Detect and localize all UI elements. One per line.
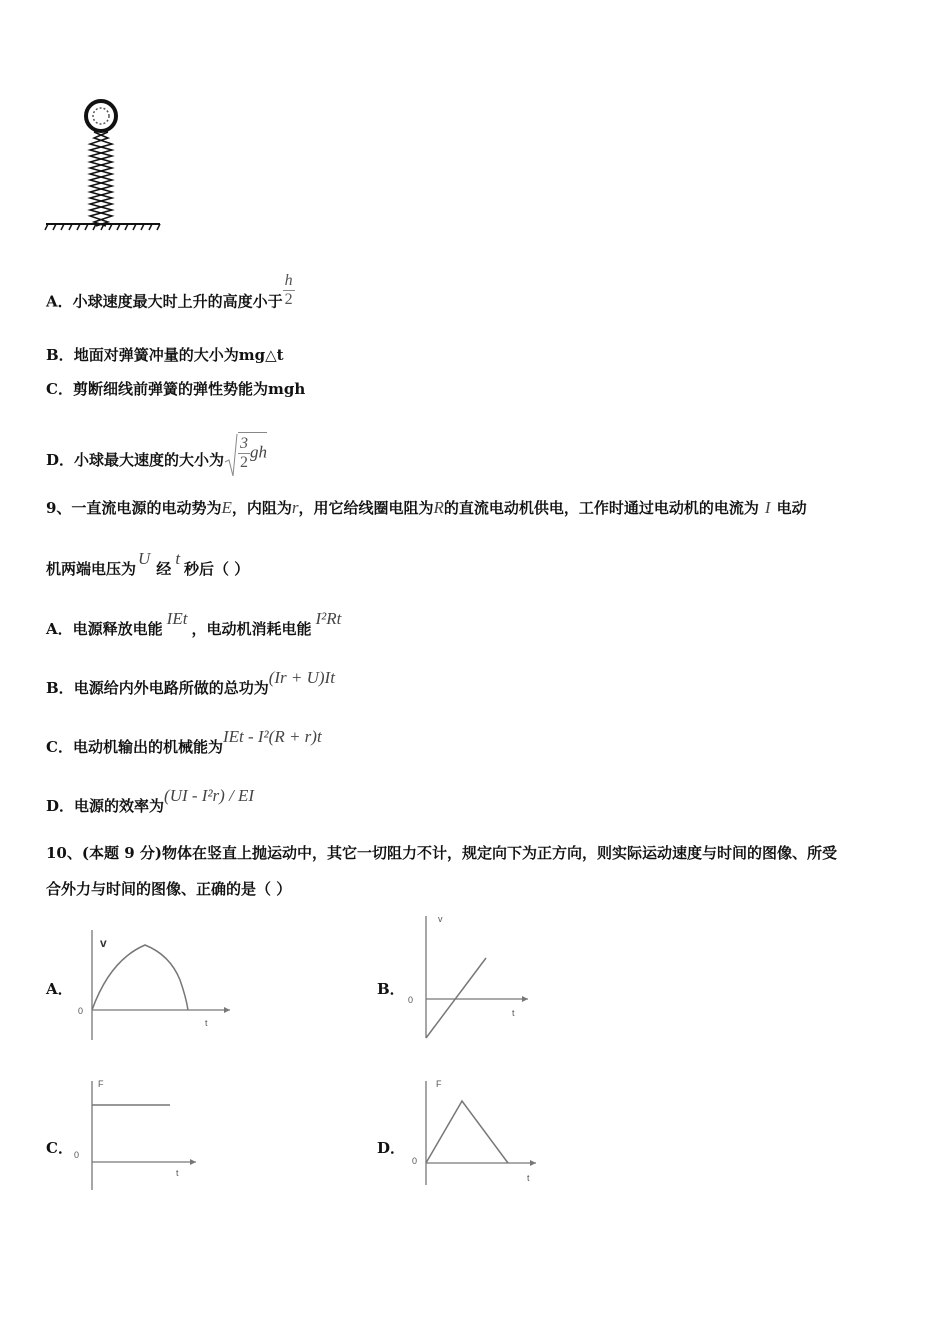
spring-ball-figure xyxy=(44,96,164,234)
q8-option-a xyxy=(46,272,295,321)
option-letter: B． xyxy=(46,679,74,697)
x-axis-arrow xyxy=(190,1159,196,1165)
option-text: 电源的效率为 xyxy=(74,797,165,815)
q10-stem-line-2 xyxy=(46,878,291,899)
stem-text: 秒后（ ） xyxy=(184,560,250,578)
x-axis-label: t xyxy=(205,1018,208,1028)
q9-option-a xyxy=(46,609,342,639)
q10-option-a-letter: A． xyxy=(46,980,73,998)
option-letter: A． xyxy=(46,620,73,638)
option-math: I²Rt xyxy=(315,609,342,628)
option-math: mgh xyxy=(267,380,306,398)
graph-b xyxy=(400,912,540,1044)
q9-stem-line-1 xyxy=(46,497,807,518)
x-axis-label: t xyxy=(527,1173,530,1183)
x-axis-label: t xyxy=(512,1008,515,1018)
origin-label: 0 xyxy=(408,995,414,1005)
x-axis-arrow xyxy=(530,1160,536,1166)
q10-option-b-letter: B． xyxy=(377,980,405,998)
fraction-numerator: 3 xyxy=(240,435,249,452)
stem-text: 10、(本题 9 分)物体在竖直上抛运动中，其它一切阻力不计，规定向下为正方向，则实际运动速度与时间的图像、所受 xyxy=(46,844,837,862)
option-text: 剪断细线前弹簧的弹性势能为 xyxy=(72,380,268,398)
velocity-curve xyxy=(92,945,188,1010)
option-text: ，电动机消耗电能 xyxy=(191,620,312,638)
option-math: mg△t xyxy=(238,346,284,364)
x-axis-arrow xyxy=(224,1007,230,1013)
origin-label: 0 xyxy=(74,1150,80,1160)
x-axis-label: t xyxy=(176,1168,179,1178)
option-letter: D． xyxy=(46,797,75,815)
math-big-r: R xyxy=(433,498,444,517)
velocity-line xyxy=(426,958,486,1038)
q8-option-b xyxy=(46,344,284,365)
option-letter: C． xyxy=(46,380,73,398)
option-math: (Ir + U)It xyxy=(268,668,335,687)
stem-text: 经 xyxy=(156,560,172,578)
math-t: t xyxy=(175,549,181,568)
option-letter: D． xyxy=(46,451,75,469)
graph-d xyxy=(400,1075,545,1190)
origin-label: 0 xyxy=(78,1006,84,1016)
option-text: 电动机输出的机械能为 xyxy=(72,738,223,756)
sqrt-content xyxy=(238,432,267,472)
q10-stem-line-1 xyxy=(46,842,837,863)
stem-text: 电动 xyxy=(776,499,807,517)
math-gh: gh xyxy=(250,442,268,462)
q9-option-d xyxy=(46,786,255,816)
option-text: 小球速度最大时上升的高度小于 xyxy=(72,292,283,311)
option-math: (UI - I²r) / EI xyxy=(164,786,255,805)
q10-option-c-letter: C． xyxy=(46,1139,73,1157)
q8-option-c xyxy=(46,378,305,399)
origin-label: 0 xyxy=(412,1156,418,1166)
option-math: IEt - I²(R + r)t xyxy=(222,727,322,746)
graph-c xyxy=(70,1075,210,1193)
stem-text: 的直流电动机供电，工作时通过电动机的电流为 xyxy=(443,499,759,517)
option-letter: B． xyxy=(46,346,74,364)
stem-text: 合外力与时间的图像、正确的是（ ） xyxy=(46,880,292,898)
option-text: 小球最大速度的大小为 xyxy=(74,451,225,469)
math-r: r xyxy=(291,498,299,517)
y-axis-label: F xyxy=(436,1079,442,1089)
math-u: U xyxy=(138,549,151,568)
q8-option-d xyxy=(46,435,268,484)
option-text: 地面对弹簧冲量的大小为 xyxy=(73,346,239,364)
fraction-h-over-2 xyxy=(283,272,295,309)
stem-text: 9、一直流电源的电动势为 xyxy=(46,499,222,517)
q9-stem-line-2 xyxy=(46,549,250,579)
math-e: E xyxy=(221,498,232,517)
y-axis-label: v xyxy=(438,914,443,924)
option-text: 电源释放电能 xyxy=(72,620,163,638)
x-axis-arrow xyxy=(522,996,528,1002)
y-axis-label: v xyxy=(100,936,107,950)
option-math: IEt xyxy=(166,609,188,628)
math-i: I xyxy=(764,498,771,517)
option-letter: C． xyxy=(46,738,73,756)
stem-text: 机两端电压为 xyxy=(46,560,137,578)
graph-a xyxy=(70,925,240,1045)
q10-option-d-letter: D． xyxy=(377,1139,406,1157)
q9-option-c xyxy=(46,727,322,757)
y-axis-label: F xyxy=(98,1079,104,1089)
fraction-numerator: h xyxy=(284,272,293,289)
q9-option-b xyxy=(46,668,335,698)
option-letter: A． xyxy=(46,292,73,311)
fraction-3-over-2 xyxy=(238,435,250,472)
sqrt-expression xyxy=(224,432,267,478)
fraction-denominator: 2 xyxy=(240,454,249,471)
stem-text: ，用它给线圈电阻为 xyxy=(298,499,434,517)
fraction-denominator: 2 xyxy=(284,291,293,308)
force-triangle xyxy=(426,1101,508,1163)
option-text: 电源给内外电路所做的总功为 xyxy=(73,679,269,697)
sqrt-sign-icon xyxy=(224,432,238,478)
stem-text: ，内阻为 xyxy=(231,499,292,517)
